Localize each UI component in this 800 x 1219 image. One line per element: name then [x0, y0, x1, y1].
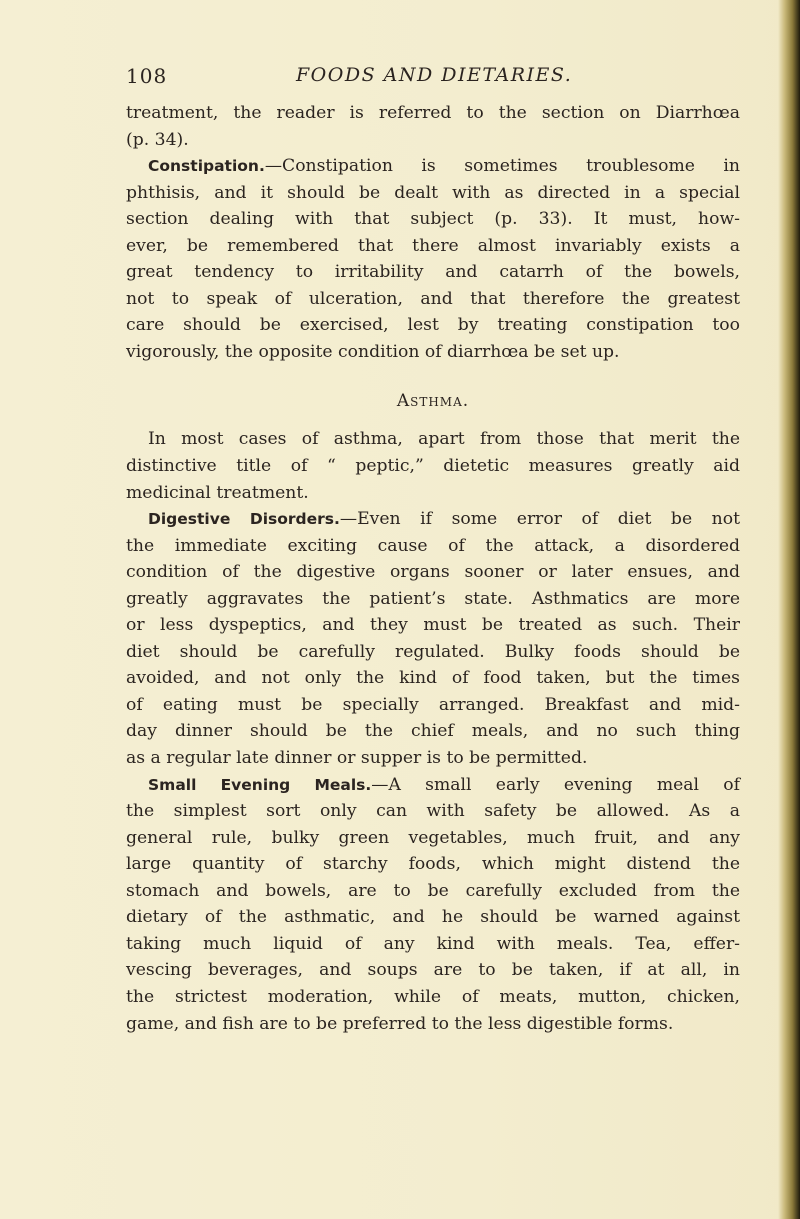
text-line: taking much liquid of any kind with meals. Tea, effer-	[126, 933, 740, 954]
text-line: dietary of the asthmatic, and he should be warned against	[126, 907, 740, 928]
page-edge-shadow	[778, 0, 800, 1219]
text-line: medicinal treatment.	[126, 482, 309, 503]
text-line: greatly aggravates the patient’s state. Asthmatics are more	[126, 588, 740, 609]
text-line: day dinner should be the chief meals, and no such thing	[126, 721, 740, 742]
page-number: 108	[126, 64, 168, 88]
runin-heading-digestive-disorders: Digestive Disorders.	[148, 510, 340, 529]
text-line: treatment, the reader is referred to the section on Diarrhœa	[126, 103, 740, 123]
paragraph-digestive-first-line	[126, 506, 740, 533]
text-span: —Constipation is sometimes troublesome in	[264, 156, 740, 177]
section-heading-asthma: Asthma.	[396, 391, 470, 412]
text-line: avoided, and not only the kind of food taken, but the times	[126, 668, 740, 689]
text-line: of eating must be specially arranged. Breakfast and mid-	[126, 694, 740, 715]
text-line: or less dyspeptics, and they must be treated as such. Their	[126, 615, 740, 636]
runin-heading-constipation: Constipation.	[148, 157, 265, 176]
text-line: not to speak of ulceration, and that therefore the greatest	[126, 288, 740, 309]
text-line: distinctive title of “ peptic,” dietetic measures greatly aid	[126, 456, 740, 477]
text-line: as a regular late dinner or supper is to be permitted.	[126, 748, 588, 769]
text-span: —Even if some error of diet be not	[339, 509, 740, 530]
text-line: the simplest sort only can with safety be allowed. As a	[126, 801, 740, 822]
text-line: stomach and bowels, are to be carefully excluded from the	[126, 880, 740, 901]
running-head	[126, 64, 740, 92]
text-line: In most cases of asthma, apart from those that merit the	[148, 429, 740, 450]
text-line: game, and fish are to be preferred to the less digestible forms.	[126, 1013, 674, 1034]
text-line: condition of the digestive organs sooner or later ensues, and	[126, 562, 740, 583]
paragraph-constipation-first-line	[126, 153, 740, 180]
running-title: FOODS AND DIETARIES.	[296, 64, 573, 86]
text-line: diet should be carefully regulated. Bulky foods should be	[126, 641, 740, 662]
text-line: large quantity of starchy foods, which might distend the	[126, 854, 740, 875]
text-line: vescing beverages, and soups are to be taken, if at all, in	[126, 960, 740, 981]
text-line: phthisis, and it should be dealt with as directed in a special	[126, 182, 740, 203]
text-line: (p. 34).	[126, 129, 189, 150]
text-line: section dealing with that subject (p. 33). It must, how-	[126, 209, 740, 230]
paragraph-evening-meals-first-line	[126, 772, 740, 799]
text-line: care should be exercised, lest by treating constipation too	[126, 315, 740, 336]
text-span: —A small early evening meal of	[371, 774, 741, 795]
text-line: the immediate exciting cause of the attack, a disordered	[126, 535, 740, 556]
text-line: great tendency to irritability and catarrh of the bowels,	[126, 262, 740, 283]
text-line: general rule, bulky green vegetables, much fruit, and any	[126, 827, 740, 848]
text-line: ever, be remembered that there almost invariably exists a	[126, 235, 740, 256]
runin-heading-small-evening-meals: Small Evening Meals.	[148, 775, 372, 794]
body-text	[126, 100, 740, 1037]
text-line: vigorously, the opposite condition of diarrhœa be set up.	[126, 341, 620, 362]
text-line: the strictest moderation, while of meats, mutton, chicken,	[126, 986, 740, 1007]
